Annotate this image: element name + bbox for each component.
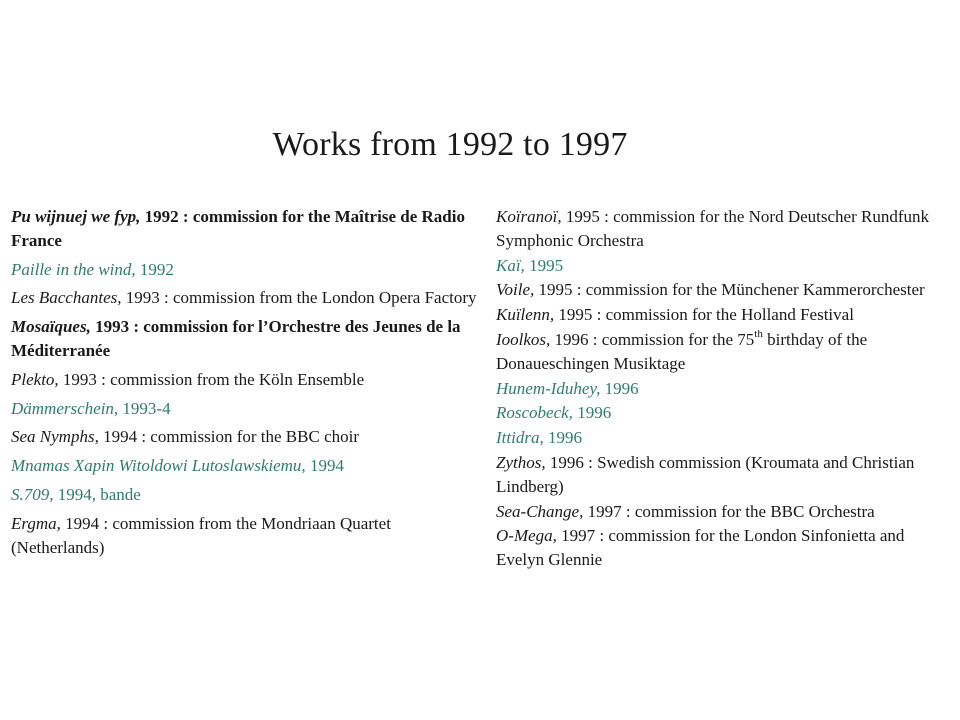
work-entry xyxy=(11,258,481,282)
work-details: 1995 : commission for the Münchener Kammerorchester xyxy=(534,280,925,300)
work-entry xyxy=(11,315,481,363)
work-details: 1994 : commission for the BBC choir xyxy=(98,427,360,447)
work-details: 1994, bande xyxy=(53,484,141,504)
work-title: Hunem-Iduhey, xyxy=(496,378,601,398)
work-details: 1995 xyxy=(524,255,564,275)
work-entry xyxy=(496,426,946,450)
work-details: 1996 xyxy=(600,378,639,398)
work-details: 1993 : commission from the Köln Ensemble xyxy=(58,369,365,389)
work-details: 1993 : commission for l’Orchestre des Jeunes de la Méditerranée xyxy=(11,317,461,360)
work-entry xyxy=(11,205,481,253)
work-title: Sea Nymphs, xyxy=(11,427,99,447)
work-details: 1994 : commission from the Mondriaan Quartet (Netherlands) xyxy=(11,513,391,557)
work-entry xyxy=(11,483,481,507)
work-entry xyxy=(11,425,481,449)
work-entry xyxy=(496,377,946,401)
work-entry xyxy=(496,500,946,524)
work-title: Pu wijnuej we fyp, xyxy=(11,207,141,226)
work-title: Dämmerschein, xyxy=(11,398,119,418)
work-title: Sea-Change, xyxy=(496,501,584,521)
work-title: Kaï, xyxy=(496,255,525,275)
work-details: 1993 : commission from the London Opera Factory xyxy=(121,288,477,308)
work-title: Zythos, xyxy=(496,452,546,472)
work-entry xyxy=(496,401,946,425)
work-title: Koïranoï, xyxy=(496,207,562,226)
work-details: 1994 xyxy=(305,456,344,476)
work-details: 1993-4 xyxy=(118,398,171,418)
work-entry xyxy=(11,368,481,392)
work-title: Ergma, xyxy=(11,513,61,533)
work-title: Roscobeck, xyxy=(496,403,573,423)
work-title: Mnamas Xapin Witoldowi Lutoslawskiemu, xyxy=(11,456,306,476)
ordinal-suffix: th xyxy=(754,328,763,341)
work-details: 1997 : commission for the London Sinfonietta and Evelyn Glennie xyxy=(496,526,905,570)
work-entry xyxy=(496,303,946,327)
work-title: Plekto, xyxy=(11,369,59,389)
work-entry xyxy=(11,286,481,310)
work-entry xyxy=(496,205,946,253)
work-entry xyxy=(496,328,946,376)
work-title: Ittidra, xyxy=(496,428,544,448)
work-details: 1995 : commission for the Nord Deutscher Rundfunk Symphonic Orchestra xyxy=(496,207,929,250)
work-details: 1995 : commission for the Holland Festival xyxy=(554,305,854,325)
work-title: O-Mega, xyxy=(496,526,557,546)
work-details-cont: birthday of the Donaueschingen Musiktage xyxy=(496,329,868,373)
work-entry xyxy=(496,278,946,302)
work-entry xyxy=(496,524,946,572)
work-title: Mosaïques, xyxy=(11,317,91,337)
work-details: 1996 xyxy=(572,403,612,423)
page-title: Works from 1992 to 1997 xyxy=(272,126,628,163)
work-entry xyxy=(11,397,481,421)
work-entry xyxy=(496,451,946,499)
work-title: Kuïlenn, xyxy=(496,305,555,325)
work-details: 1992 xyxy=(135,259,174,279)
work-title: Ioolkos, xyxy=(496,329,551,349)
work-entry xyxy=(11,512,481,560)
work-details: 1996 : commission for the 75 xyxy=(550,329,755,349)
work-title: Voile, xyxy=(496,280,535,300)
work-details: 1996 : Swedish commission (Kroumata and Christian Lindberg) xyxy=(496,452,915,496)
works-list-left xyxy=(11,205,481,564)
work-title: Les Bacchantes, xyxy=(11,288,122,308)
work-entry xyxy=(11,454,481,478)
works-list-right xyxy=(496,205,946,573)
work-details: 1992 : commission for the Maîtrise de Radio France xyxy=(11,207,465,250)
work-title: Paille in the wind, xyxy=(11,259,136,279)
work-entry xyxy=(496,254,946,278)
work-title: S.709, xyxy=(11,484,54,504)
work-details: 1996 xyxy=(543,428,582,448)
work-details: 1997 : commission for the BBC Orchestra xyxy=(583,501,875,521)
